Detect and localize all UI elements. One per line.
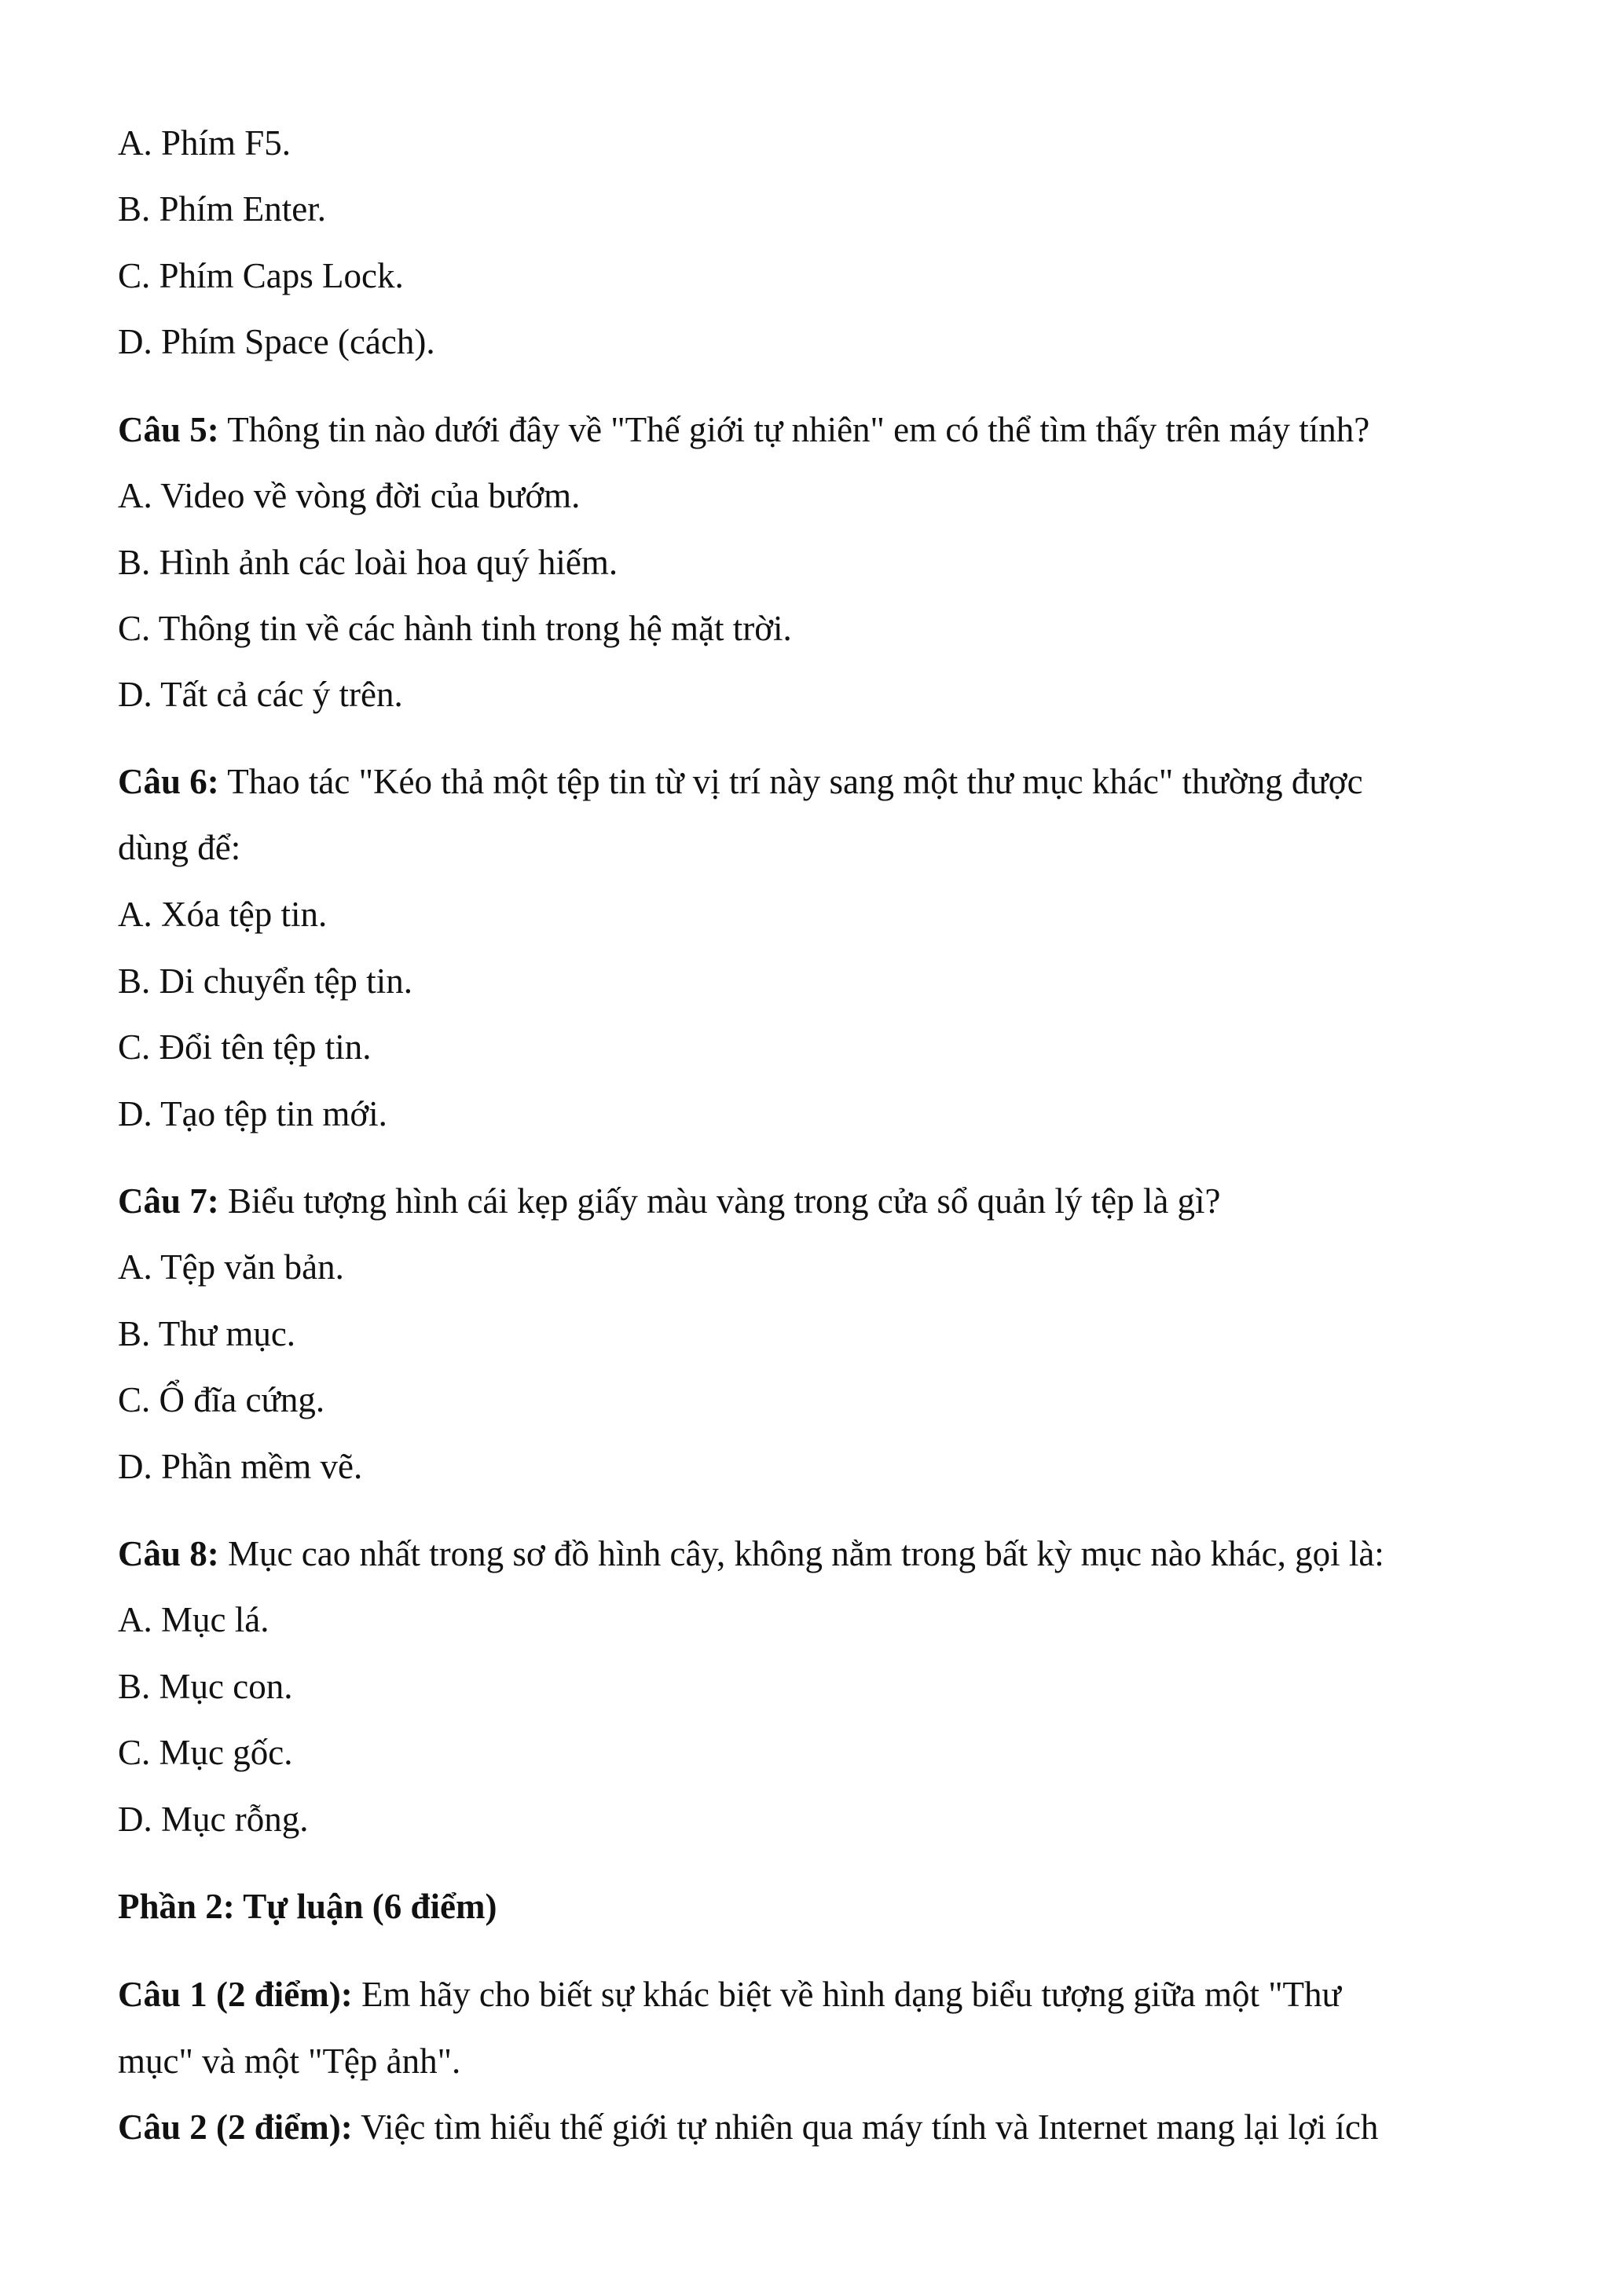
q6-question [118,764,1363,800]
q7-option-b: B. Thư mục. [118,1314,296,1353]
q5-question [118,412,1369,448]
q4-option-a: A. Phím F5. [118,123,291,163]
essay1-question [118,1977,1341,2012]
q6-option-b: B. Di chuyển tệp tin. [118,961,412,1001]
q4-option-c: C. Phím Caps Lock. [118,256,404,295]
essay2-question [118,2107,1379,2147]
q6-text: Thao tác "Kéo thả một tệp tin từ vị trí này sang một thư mục khác" thường được [218,762,1363,801]
q5-text: Thông tin nào dưới đây về "Thế giới tự nhiên" em có thể tìm thấy trên máy tính? [218,410,1370,449]
q8-question [118,1536,1384,1572]
q8-option-a: A. Mục lá. [118,1600,269,1639]
essay1-text: Em hãy cho biết sự khác biệt về hình dạng biểu tượng giữa một "Thư [352,1975,1341,2014]
q8-option-c: C. Mục gốc. [118,1733,293,1772]
part2-heading: Phần 2: Tự luận (6 điểm) [118,1887,497,1926]
q8-text: Mục cao nhất trong sơ đồ hình cây, không nằm trong bất kỳ mục nào khác, gọi là: [218,1534,1384,1573]
q5-label: Câu 5: [118,410,219,449]
q6-label: Câu 6: [118,762,219,801]
q7-text: Biểu tượng hình cái kẹp giấy màu vàng trong cửa sổ quản lý tệp là gì? [218,1181,1221,1221]
q4-option-d: D. Phím Space (cách). [118,322,435,361]
q7-option-a: A. Tệp văn bản. [118,1247,344,1287]
q5-option-c: C. Thông tin về các hành tinh trong hệ mặt trời. [118,609,792,648]
q6-option-d: D. Tạo tệp tin mới. [118,1094,387,1133]
q6-option-a: A. Xóa tệp tin. [118,895,328,934]
q5-option-b: B. Hình ảnh các loài hoa quý hiếm. [118,543,618,582]
q5-option-a: A. Video về vòng đời của bướm. [118,476,581,515]
essay2-text: Việc tìm hiểu thế giới tự nhiên qua máy tính và Internet mang lại lợi ích [352,2107,1379,2147]
essay1-question-cont: mục" và một "Tệp ảnh". [118,2041,461,2081]
q4-option-b: B. Phím Enter. [118,189,327,229]
q5-option-d: D. Tất cả các ý trên. [118,675,403,714]
q8-label: Câu 8: [118,1534,219,1573]
q8-option-b: B. Mục con. [118,1667,293,1706]
q8-option-d: D. Mục rỗng. [118,1800,309,1839]
essay1-label: Câu 1 (2 điểm): [118,1975,353,2014]
q6-question-cont: dùng để: [118,828,241,867]
q6-option-c: C. Đổi tên tệp tin. [118,1027,372,1067]
q7-label: Câu 7: [118,1181,219,1221]
essay2-label: Câu 2 (2 điểm): [118,2107,353,2147]
q7-option-c: C. Ổ đĩa cứng. [118,1380,325,1419]
q7-option-d: D. Phần mềm vẽ. [118,1447,363,1486]
q7-question [118,1181,1221,1221]
